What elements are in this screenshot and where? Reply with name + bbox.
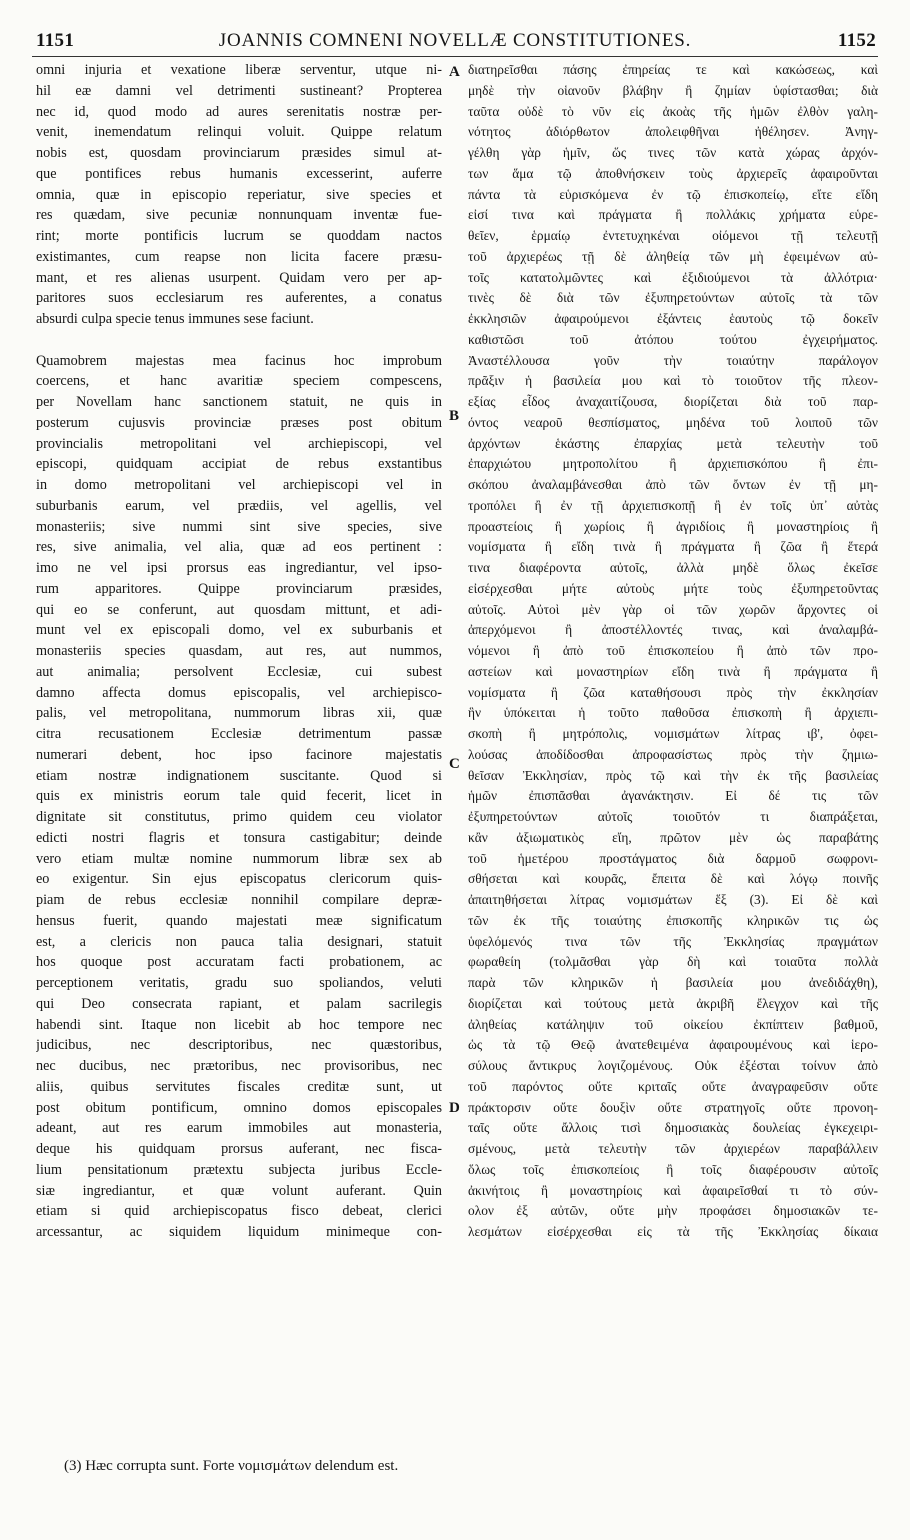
paragraph-gap bbox=[36, 330, 442, 351]
greek-text-line: ὅλως τοῖς ἐπισκοπείοις ἢ τοῖς διαφέρουσιν αὐτοῖς bbox=[468, 1161, 878, 1177]
latin-text-line: hensus fuerit, quando majestati meæ significatum bbox=[36, 912, 442, 929]
greek-text-line: εξίας εἶδος ἀναχαιτίζουσα, διορίζεται διὰ τοῦ παρ- bbox=[468, 394, 878, 409]
greek-text-line: όντος νεαροῦ θεσπίσματος, μηδένα τοῦ λοιποῦ τῶν bbox=[468, 414, 878, 430]
greek-text-line: τροπόλει ἢ ἐν τῇ ἀρχιεπισκοπῇ ἢ ἐν τοῖς ὑπ᾽ αὐτὰς bbox=[468, 497, 878, 513]
greek-text-line: πάντα τὰ εὑρισκόμενα ἐν τῷ ἐπισκοπείῳ, εἴτε εἴδη bbox=[468, 186, 878, 202]
latin-text-line: siæ ingrediantur, et quæ volunt auferant. Quin bbox=[36, 1182, 442, 1199]
greek-text-line: ταῖς οὔτε ἄλλοις τισὶ δημοσιακὰς δουλείας ἐγκεχειρι- bbox=[468, 1120, 878, 1136]
greek-text-line: μηδὲ τὴν οἱανοῦν βλάβην ἢ ζημίαν ὑφίστασθαι; διὰ bbox=[468, 82, 878, 98]
greek-text-line: τινα διαφέροντα αὐτοῖς, ἀλλὰ μηδὲ ὅλως ἐκεῖσε bbox=[468, 560, 878, 575]
latin-text-line: aut animalia; persolvent Ecclesiæ, cui subest bbox=[36, 663, 442, 680]
greek-text-line: ἐκκλησιῶν ἀφαιρούμενοι ἐξάντεις ἑαυτοὺς τῷ δοκεῖν bbox=[468, 311, 878, 326]
latin-text-line: lium pensitationum prætextu subjecta juribus Eccle- bbox=[36, 1161, 442, 1178]
margin-marker-b: B bbox=[449, 408, 460, 424]
running-title: JOANNIS COMNENI NOVELLÆ CONSTITUTIONES. bbox=[218, 30, 692, 51]
latin-text-line: paritores suos ecclesiarum res auferentes, a conatus bbox=[36, 290, 442, 307]
greek-text-line: ἀπερχόμενοι ἢ ἀποστέλλοντές τινας, καὶ ἀναλαμβά- bbox=[468, 622, 878, 638]
latin-text-line: adeant, aut res earum immobiles aut monasteria, bbox=[36, 1120, 442, 1137]
greek-text-line: ολον ἐξ αὐτῶν, οὔτε μὴν προφάσει δημοσιακῶν τε- bbox=[468, 1203, 878, 1219]
latin-text-line: deque his quidquam prorsus auferant, nec fisca- bbox=[36, 1141, 442, 1157]
greek-text-line: ἀκινήτοις ἢ μοναστηρίοις καὶ ἀφαιρεῖσθαί τι τὸ σύν- bbox=[468, 1182, 878, 1198]
latin-text-line: existimantes, cum reapse non licita facere præsu- bbox=[36, 248, 442, 265]
greek-text-line: νόμενοι ἢ ἀπὸ τοῦ ἐπισκοπείου ἢ ἀπὸ τῶν προ- bbox=[468, 643, 878, 658]
page-header bbox=[32, 30, 878, 56]
greek-text-line: αὐτοῖς. Αὐτοὶ μὲν γὰρ οἱ τῶν χωρῶν ἄρχοντες οἱ bbox=[468, 601, 878, 617]
greek-text-line: των ἅμα τῷ ἀποθνήσκειν τοὺς ἀρχιερεῖς ἀφαιροῦνται bbox=[468, 165, 878, 181]
greek-text-line: ὡς τὰ τῷ Θεῷ ἀνατεθειμένα ἀφαιρουμένους καὶ ἱερο- bbox=[468, 1037, 878, 1053]
greek-text-line: νομίσματα ἢ ζῶα καταθήσουσι πρὸς τὴν ἐκκλησίαν bbox=[468, 684, 878, 700]
latin-text-line: mant, et res alienas usurpent. Quidam vero per ap- bbox=[36, 269, 442, 286]
latin-text-line: edicti nostri flagris et tonsura castigabitur; deinde bbox=[36, 829, 442, 846]
greek-text-line: ἀπαιτηθήσεται λίτρας νομισμάτων ἕξ (3). Εἰ δὲ καὶ bbox=[468, 892, 878, 907]
latin-text-line: dignitate sit constitutus, primo quidem ceu violator bbox=[36, 809, 442, 825]
latin-text-line: aliis, quibus servitutes fiscales creditæ sunt, ut bbox=[36, 1078, 442, 1095]
latin-text-line: quis ex ministris eorum tale quid fecerit, licet in bbox=[36, 788, 442, 805]
greek-text-line: τοῦ ἀρχιερέως τῇ δὲ ἀληθείᾳ τῶν μὴ ἐφειμένων αὐ- bbox=[468, 248, 878, 264]
latin-text-line: vero etiam multæ nomine nummorum libræ sex ab bbox=[36, 850, 442, 867]
greek-text-line: σκόπου ἀναλαμβάνεσθαι ἀπὸ τῶν ὄντων ἐν τῇ μη- bbox=[468, 477, 878, 492]
latin-text-line: posterum cujusvis provinciæ præses post obitum bbox=[36, 414, 442, 431]
greek-text-line: εἰσέρχεσθαι μήτε αὐτοὺς μήτε τοὺς ἐξυπηρετοῦντας bbox=[468, 580, 878, 596]
latin-text-line: hos quoque post accuratam facti probationem, ac bbox=[36, 954, 442, 971]
greek-text-line: παρὰ τῶν κληρικῶν ἡ βασιλεία μου ἀνεδιδάχθη), bbox=[468, 975, 878, 990]
greek-text-line: θεῖσαν Ἐκκλησίαν, πρὸς τῷ καὶ τὴν ἐκ τῆς βασιλείας bbox=[468, 767, 878, 783]
latin-text-line: etiam si quid archiepiscopatus fisco debeat, clerici bbox=[36, 1203, 442, 1220]
latin-text-line: provincialis metropolitani vel archiepiscopi, vel bbox=[36, 435, 442, 452]
greek-text-line: ἐπαρχιώτου μητροπολίτου ἢ ἀρχιεπισκόπου ἢ ἐπι- bbox=[468, 456, 878, 472]
page-number-right: 1152 bbox=[837, 30, 876, 51]
latin-text-line: perceptionem veritatis, gradu suo spoliandos, veluti bbox=[36, 975, 442, 991]
margin-marker-a: A bbox=[449, 64, 460, 80]
greek-text-line: προαστείοις ἢ χωρίοις ἢ ἀγριδίοις ἢ μοναστηρίοις ἢ bbox=[468, 518, 878, 534]
greek-text-line: τῶν ἐκ τῆς τοιαύτης ἐπισκοπῆς κληρικῶν τις ὡς bbox=[468, 912, 878, 928]
latin-text-line: omni injuria et vexatione liberæ serventur, utque ni- bbox=[36, 62, 442, 78]
greek-text-line: ταῦτα οὐδὲ τὸ νῦν εἰς ἀκοὰς τῆς ἡμῶν ἐλθὸν γαλη- bbox=[468, 103, 878, 119]
greek-text-line: αστείων καὶ μοναστηρίων εἴδη τινὰ ἢ πράγματα ἢ bbox=[468, 663, 878, 679]
greek-text-line: ἀρχόντων ἑκάστης ἐπαρχίας μετὰ τελευτὴν τοῦ bbox=[468, 435, 878, 451]
margin-marker-d: D bbox=[449, 1100, 460, 1116]
greek-text-line: θεῖεν, ἑρμαίῳ ἐντετυχηκέναι οἰόμενοι τῇ τελευτῇ bbox=[468, 228, 878, 243]
latin-text-line: rint; morte pontificis lucrum se quoddam nactos bbox=[36, 228, 442, 244]
latin-text-line: qui Deo consecrata rapiant, et palam sacrilegis bbox=[36, 995, 442, 1012]
margin-marker-c: C bbox=[449, 756, 460, 772]
latin-text-line: judicibus, nec descriptoribus, nec quæstoribus, bbox=[36, 1037, 442, 1054]
latin-text-line: absurdi culpa specie tenus immunes sese faciunt. bbox=[36, 311, 314, 327]
greek-text-line: λεσμάτων εἰσέρχεσθαι εἰς τὰ τῆς Ἐκκλησίας δίκαια bbox=[468, 1224, 878, 1239]
latin-text-line: coercens, et hanc avaritiæ speciem compescens, bbox=[36, 373, 442, 390]
latin-text-line: nec ducibus, nec prætoribus, nec provisoribus, nec bbox=[36, 1058, 442, 1074]
latin-text-line: habendi sint. Itaque non licebit ab hoc tempore nec bbox=[36, 1016, 442, 1033]
latin-text-line: monasteriis species quasdam, aut res, aut nummos, bbox=[36, 643, 442, 659]
latin-text-line: etiam nostræ indignationem suscitante. Quod si bbox=[36, 767, 442, 784]
greek-text-line: φωραθείη (τολμᾶσθαι γὰρ δὴ καὶ τοιαῦτα πολλὰ bbox=[468, 954, 878, 970]
greek-text-line: τοῦ ἡμετέρου προστάγματος διὰ δαρμοῦ σωφρονι- bbox=[468, 850, 878, 866]
greek-text-line: Ἀναστέλλουσα γοῦν τὴν τοιαύτην παράλογον bbox=[468, 352, 878, 368]
greek-text-line: σμένους, μετὰ τελευτὴν τῶν ἀρχιερέων παραβάλλειν bbox=[468, 1141, 878, 1156]
header-rule bbox=[32, 56, 878, 57]
greek-text-line: τοῖς κατατολμῶντες καὶ ἐξιδιούμενοι τὰ ἀλλότρια· bbox=[468, 269, 878, 285]
greek-text-line: καθιστῶσι τοῦ ἀτόπου τούτου ἐγχειρήματος. bbox=[468, 331, 878, 347]
greek-text-line: νότητος ἀδιόρθωτον ἀπολειφθῆναι ἠθέλησεν. Ἀνηγ- bbox=[468, 124, 878, 140]
latin-text-line: est, a clericis non pauca talia designari, statuit bbox=[36, 933, 442, 950]
greek-text-line: διατηρεῖσθαι πάσης ἐπηρείας τε καὶ κακώσεως, καὶ bbox=[468, 62, 878, 77]
greek-text-line: διορίζεται καὶ τούτους μετὰ ἀκριβῆ ἔλεγχον καὶ τῆς bbox=[468, 995, 878, 1011]
greek-text-line: σκοπὴ ἢ μητρόπολις, νομισμάτων λίτρας ιβ', ὀφει- bbox=[468, 726, 878, 741]
greek-column bbox=[468, 60, 878, 1243]
greek-text-line: γέλθη γὰρ ἡμῖν, ὥς τινες τῶν κατὰ χώρας ἀρχόν- bbox=[468, 145, 878, 160]
latin-text-line: in domo metropolitani vel archiepiscopi vel in bbox=[36, 477, 442, 493]
greek-text-line: τινὲς δὲ διὰ τῶν ἐξυπηρετούντων αὐτοῖς τὰ τῶν bbox=[468, 290, 878, 306]
latin-text-line: monasteriis; sive nummi sint sive species, sive bbox=[36, 518, 442, 535]
latin-text-line: nec id, quod modo ad aures serenitatis nostræ per- bbox=[36, 103, 442, 120]
greek-text-line: εἰσί τινα καὶ πράγματα ἢ πολλάκις χρήματα εὑρε- bbox=[468, 207, 878, 223]
latin-text-line: post obitum pontificum, omnino domos episcopales bbox=[36, 1099, 442, 1116]
latin-text-line: rum apparitores. Quippe provinciarum præsides, bbox=[36, 580, 442, 597]
latin-text-line: citra recusationem Ecclesiæ detrimentum passæ bbox=[36, 726, 442, 742]
latin-text-line: res quædam, sive pecuniæ nonnunquam inventæ fue- bbox=[36, 207, 442, 224]
greek-text-line: σύλους ἄντικρυς λογιζομένους. Οὐκ ἐξέσται τοίνυν ἀπὸ bbox=[468, 1058, 878, 1073]
latin-text-line: damno affecta domus episcopalis, vel archiepisco- bbox=[36, 684, 442, 701]
latin-text-line: eo exigentur. Sin ejus episcopatus clericorum quis- bbox=[36, 871, 442, 888]
latin-text-line: episcopi, quidquam accipiat de rebus exstantibus bbox=[36, 456, 442, 473]
greek-text-line: ἡμῶν ἐπισπᾶσθαι ἀγανάκτησιν. Εἰ δέ τις τῶν bbox=[468, 788, 878, 804]
latin-text-line: numerari debent, hoc ipso facinore majestatis bbox=[36, 746, 442, 763]
latin-text-line: nobis est, quosdam provinciarum præsides simul at- bbox=[36, 145, 442, 161]
greek-text-line: τοῦ παρόντος οὔτε κριταῖς οὔτε ἀναγραφεῦσιν οὔτε bbox=[468, 1078, 878, 1094]
latin-text-line: munt vel ex episcopali domo, vel ex suburbanis et bbox=[36, 622, 442, 639]
page-number-left: 1151 bbox=[36, 30, 75, 51]
greek-text-line: κἂν ἀξιωματικὸς εἴη, πρῶτον μὲν ὡς παραβάτης bbox=[468, 829, 878, 845]
greek-text-line: ὑφελόμενός τινα τῶν τῆς Ἐκκλησίας πραγμάτων bbox=[468, 933, 878, 949]
greek-text-line: νομίσματα ἢ εἴδη τινὰ ἢ πράγματα ἢ ζῶα ἢ ἕτερά bbox=[468, 539, 878, 555]
greek-text-line: λούσας ἀποδίδοσθαι ἀπροφασίστως πρὸς τὴν ζημιω- bbox=[468, 746, 878, 762]
latin-text-line: venit, inemendatum relinqui voluit. Quippe relatum bbox=[36, 124, 442, 141]
latin-text-line: suburbanis earum, vel prædiis, vel agellis, vel bbox=[36, 497, 442, 514]
latin-text-line: Quamobrem majestas mea facinus hoc improbum bbox=[36, 352, 442, 369]
greek-text-line: ἀληθείας κατάληψιν τοῦ οἰκείου ἐκπίπτειν βαθμοῦ, bbox=[468, 1016, 878, 1032]
latin-column bbox=[36, 60, 442, 1243]
footnote: (3) Hæc corrupta sunt. Forte νομισμάτων delendum est. bbox=[64, 1458, 399, 1474]
latin-text-line: hil eæ damni vel detrimenti sustineant? Propterea bbox=[36, 82, 442, 99]
latin-text-line: palis, vel metropolitana, nummorum libras xii, quæ bbox=[36, 705, 442, 722]
greek-text-line: σθήσεται καὶ κουρᾶς, ἔπειτα δὲ καὶ λόγῳ ποινῆς bbox=[468, 871, 878, 887]
latin-text-line: qui eo se conferunt, aut quosdam mittunt, et adi- bbox=[36, 601, 442, 618]
latin-text-line: piam de rebus ecclesiæ nonnihil compilare depræ- bbox=[36, 892, 442, 908]
latin-text-line: que pontifices rebus humanis excesserint, auferre bbox=[36, 165, 442, 182]
latin-text-line: arcessantur, ac siquidem liquidum minimeque con- bbox=[36, 1224, 442, 1240]
greek-text-line: πράκτορσιν οὔτε δουξὶν οὔτε στρατηγοῖς οὔτε προνοη- bbox=[468, 1099, 878, 1115]
greek-text-line: πρᾶξιν ἡ βασιλεία μου καὶ τὸ τοιοῦτον τῆς πλεον- bbox=[468, 373, 878, 389]
latin-text-line: omnia, quæ in episcopio reperiatur, sive species et bbox=[36, 186, 442, 203]
latin-text-line: per Novellam hanc sanctionem statuit, ne quis in bbox=[36, 394, 442, 410]
greek-text-line: ἣν ὑπόκειται ἡ τοῦτο παθοῦσα ἐπισκοπὴ ἢ ἀρχιεπι- bbox=[468, 705, 878, 721]
greek-text-line: ἐξυπηρετούντων αὐτοῖς τοιοῦτόν τι διαπράξεται, bbox=[468, 809, 878, 824]
latin-text-line: res, sive animalia, vel alia, quæ ad eos pertinent : bbox=[36, 539, 442, 556]
latin-text-line: imo ne vel ipsi prorsus eas ingrediantur, vel ipso- bbox=[36, 560, 442, 576]
